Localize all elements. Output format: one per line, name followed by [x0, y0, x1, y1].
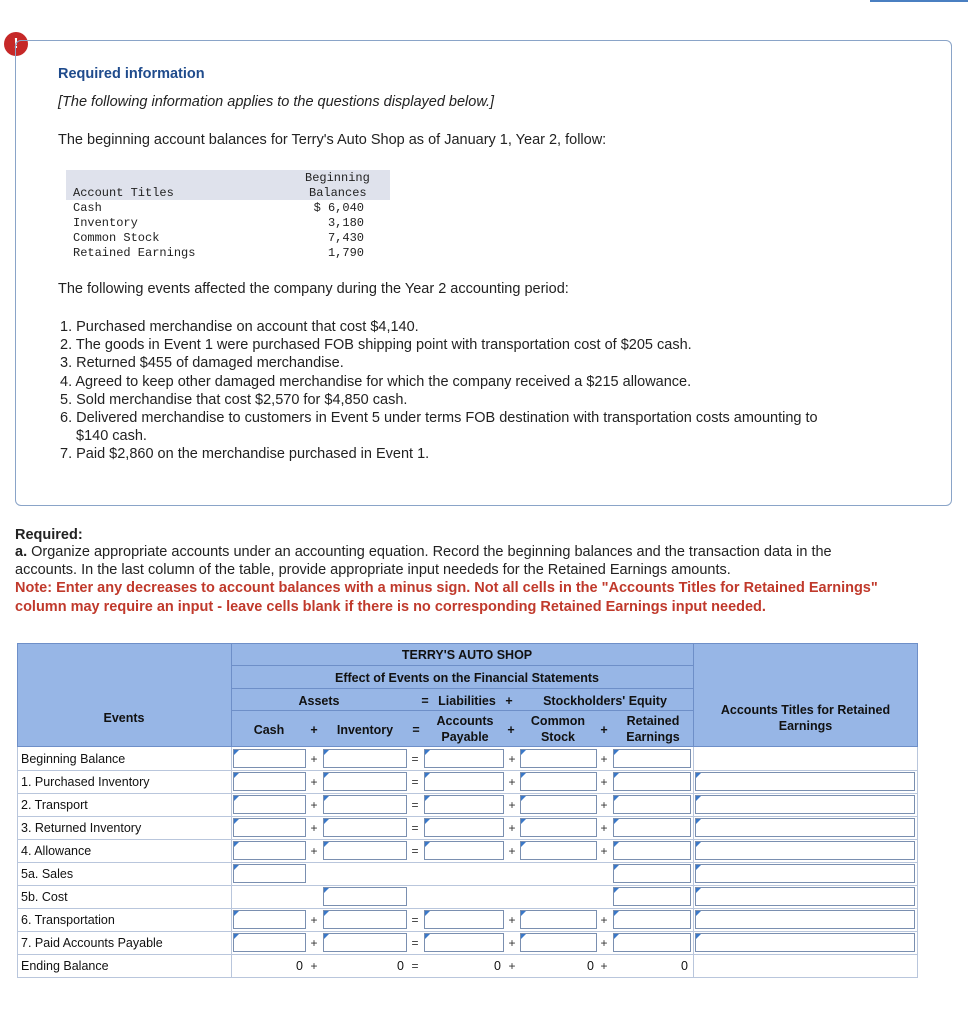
cash-input[interactable]: [233, 933, 306, 952]
note-line1: Note: Enter any decreases to account balances with a minus sign. Not all cells in the "Accounts Titles for Retained Earnings": [15, 580, 878, 596]
retained-earnings-title-input[interactable]: [695, 910, 915, 929]
ending-common-stock-total: 0: [587, 959, 594, 973]
plus-sign: +: [600, 752, 608, 766]
equals-sign: =: [411, 752, 419, 766]
plus-sign: +: [600, 821, 608, 835]
events-header: Events: [103, 711, 145, 725]
cash-header: Cash: [253, 723, 285, 737]
inventory-input[interactable]: [323, 818, 407, 837]
row-label: 6. Transportation: [21, 913, 115, 927]
row-label: Ending Balance: [21, 959, 109, 973]
inventory-input[interactable]: [323, 910, 407, 929]
cash-input[interactable]: [233, 841, 306, 860]
event-item: 5. Sold merchandise that cost $2,570 for $4,850 cash.: [60, 391, 408, 408]
common-stock-input[interactable]: [520, 772, 597, 791]
row-label: 5a. Sales: [21, 867, 74, 881]
info-intro: The beginning account balances for Terry's Auto Shop as of January 1, Year 2, follow:: [58, 132, 607, 148]
balance-title: Inventory: [73, 216, 138, 230]
header-divider: [693, 643, 694, 747]
row-label: 5b. Cost: [21, 890, 68, 904]
balance-amount: 1,790: [327, 246, 364, 260]
accounts-payable-input[interactable]: [424, 910, 504, 929]
ending-retained-earnings-total: 0: [681, 959, 688, 973]
alert-icon: !: [4, 32, 28, 56]
account-titles-header: Account Titles: [73, 186, 174, 200]
plus-sign: +: [600, 913, 608, 927]
note-line2: column may require an input - leave cells blank if there is no corresponding Retained Earnings input needed.: [15, 599, 766, 615]
plus-sign: +: [310, 821, 318, 835]
row-label: 4. Allowance: [21, 844, 92, 858]
retained-earnings-title-input[interactable]: [695, 887, 915, 906]
event-item: 7. Paid $2,860 on the merchandise purchased in Event 1.: [60, 446, 430, 463]
inventory-input[interactable]: [323, 933, 407, 952]
cash-input[interactable]: [233, 818, 306, 837]
balance-row: [66, 231, 390, 246]
row-label: 3. Returned Inventory: [21, 821, 142, 835]
inventory-input[interactable]: [323, 795, 407, 814]
events-list: [60, 318, 818, 464]
ending-cash-total: 0: [296, 959, 303, 973]
balance-amount: 3,180: [327, 216, 364, 230]
grid-line: [17, 977, 918, 978]
plus-sign: +: [310, 936, 318, 950]
required-label: Required:: [15, 527, 83, 543]
retained-earnings-input[interactable]: [613, 818, 691, 837]
accounts-payable-header-2: Payable: [441, 730, 489, 744]
cash-input[interactable]: [233, 795, 306, 814]
equals-sign: =: [421, 694, 429, 708]
retained-earnings-input[interactable]: [613, 772, 691, 791]
accounts-payable-input[interactable]: [424, 795, 504, 814]
retained-earnings-input[interactable]: [613, 749, 691, 768]
plus-sign: +: [508, 936, 516, 950]
info-heading: Required information: [58, 66, 205, 82]
inventory-input[interactable]: [323, 749, 407, 768]
common-stock-header-2: Stock: [540, 730, 576, 744]
accounts-payable-input[interactable]: [424, 749, 504, 768]
accounts-payable-input[interactable]: [424, 841, 504, 860]
plus-sign: +: [508, 752, 516, 766]
event-item: 1. Purchased merchandise on account that cost $4,140.: [60, 319, 419, 335]
liabilities-header: Liabilities: [438, 694, 496, 708]
header-divider: [231, 710, 693, 711]
equals-sign: =: [411, 798, 419, 812]
balance-row: [66, 246, 390, 261]
row-label: 1. Purchased Inventory: [21, 775, 150, 789]
plus-sign: +: [508, 844, 516, 858]
retained-earnings-input[interactable]: [613, 795, 691, 814]
retained-earnings-header-2: Earnings: [626, 730, 680, 744]
retained-earnings-input[interactable]: [613, 887, 691, 906]
equals-sign: =: [411, 821, 419, 835]
retained-earnings-input[interactable]: [613, 841, 691, 860]
plus-sign: +: [508, 775, 516, 789]
plus-sign: +: [310, 775, 318, 789]
inventory-input[interactable]: [323, 887, 407, 906]
grid-line: [17, 793, 918, 794]
part-a-line2: accounts. In the last column of the table, provide appropriate input neededs for the Retained Earnings amounts.: [15, 562, 731, 578]
grid-line: [17, 885, 918, 886]
plus-sign: +: [310, 752, 318, 766]
part-a-text: Organize appropriate accounts under an accounting equation. Record the beginning balances and the transaction data in the: [31, 544, 832, 560]
accounts-payable-input[interactable]: [424, 818, 504, 837]
balance-amount: 7,430: [327, 231, 364, 245]
assets-header: Assets: [298, 694, 340, 708]
info-note: [The following information applies to the questions displayed below.]: [58, 94, 495, 110]
equals-sign: =: [411, 775, 419, 789]
row-label: 7. Paid Accounts Payable: [21, 936, 163, 950]
common-stock-input[interactable]: [520, 749, 597, 768]
balance-title: Common Stock: [73, 231, 160, 245]
grid-line: [17, 770, 918, 771]
retained-earnings-input[interactable]: [613, 933, 691, 952]
retained-earnings-title-input[interactable]: [695, 772, 915, 791]
accounts-payable-input[interactable]: [424, 933, 504, 952]
grid-line: [17, 908, 918, 909]
plus-sign: +: [600, 723, 608, 737]
cash-input[interactable]: [233, 749, 306, 768]
plus-sign: +: [600, 959, 608, 973]
retained-earnings-title-input[interactable]: [695, 795, 915, 814]
plus-sign: +: [508, 959, 516, 973]
inventory-input[interactable]: [323, 772, 407, 791]
retained-earnings-header-1: Retained: [626, 714, 680, 728]
plus-sign: +: [508, 821, 516, 835]
part-a-line1: [15, 544, 832, 560]
plus-sign: +: [310, 913, 318, 927]
event-item: 2. The goods in Event 1 were purchased FOB shipping point with transportation cost of $205 cash.: [60, 337, 692, 354]
equals-sign: =: [412, 723, 420, 737]
plus-sign: +: [600, 775, 608, 789]
plus-sign: +: [600, 798, 608, 812]
ending-inventory-total: 0: [397, 959, 404, 973]
row-label: Beginning Balance: [21, 752, 126, 766]
equals-sign: =: [411, 959, 419, 973]
plus-sign: +: [508, 798, 516, 812]
retained-earnings-title-input[interactable]: [695, 841, 915, 860]
events-intro: The following events affected the company during the Year 2 accounting period:: [58, 281, 569, 297]
plus-sign: +: [600, 936, 608, 950]
row-label: 2. Transport: [21, 798, 88, 812]
cash-input[interactable]: [233, 910, 306, 929]
inventory-input[interactable]: [323, 841, 407, 860]
balances-header-line2: Balances: [309, 186, 367, 200]
balance-row: [66, 216, 390, 231]
grid-line: [17, 931, 918, 932]
retained-earnings-input[interactable]: [613, 910, 691, 929]
plus-sign: +: [310, 723, 318, 737]
grid-line: [17, 862, 918, 863]
titles-header-1: Accounts Titles for Retained: [720, 703, 891, 717]
plus-sign: +: [505, 694, 513, 708]
top-accent-bar: [870, 0, 968, 2]
equals-sign: =: [411, 936, 419, 950]
equity-header: Stockholders' Equity: [543, 694, 667, 708]
retained-earnings-title-input[interactable]: [695, 818, 915, 837]
cash-input[interactable]: [233, 772, 306, 791]
header-divider: [231, 643, 232, 747]
inventory-header: Inventory: [336, 723, 394, 737]
retained-earnings-input[interactable]: [613, 864, 691, 883]
event-item: 3. Returned $455 of damaged merchandise.: [60, 355, 344, 372]
retained-earnings-title-input[interactable]: [695, 864, 915, 883]
ending-accounts-payable-total: 0: [494, 959, 501, 973]
plus-sign: +: [600, 844, 608, 858]
grid-line: [17, 816, 918, 817]
part-a-label: a.: [15, 544, 28, 560]
common-stock-input[interactable]: [520, 841, 597, 860]
retained-earnings-title-input[interactable]: [695, 933, 915, 952]
common-stock-input[interactable]: [520, 795, 597, 814]
cash-input[interactable]: [233, 864, 306, 883]
grid-line: [17, 839, 918, 840]
common-stock-input[interactable]: [520, 910, 597, 929]
financial-statements-table: [17, 643, 918, 978]
plus-sign: +: [310, 798, 318, 812]
table-subtitle: Effect of Events on the Financial Statements: [335, 671, 599, 685]
plus-sign: +: [508, 913, 516, 927]
balance-row: [66, 201, 390, 216]
header-divider: [231, 688, 693, 689]
balances-header-line1: Beginning: [305, 171, 370, 185]
balance-title: Cash: [73, 201, 102, 215]
equals-sign: =: [411, 844, 419, 858]
accounts-payable-input[interactable]: [424, 772, 504, 791]
plus-sign: +: [310, 844, 318, 858]
grid-line: [17, 954, 918, 955]
header-divider: [231, 665, 693, 666]
event-item: 6. Delivered merchandise to customers in Event 5 under terms FOB destination with transportation costs amounting to: [60, 410, 818, 427]
plus-sign: +: [507, 723, 515, 737]
balance-title: Retained Earnings: [73, 246, 196, 260]
event-item: 4. Agreed to keep other damaged merchandise for which the company received a $215 allowance.: [60, 373, 692, 390]
plus-sign: +: [310, 959, 318, 973]
balance-amount: $ 6,040: [313, 201, 364, 215]
common-stock-input[interactable]: [520, 818, 597, 837]
common-stock-input[interactable]: [520, 933, 597, 952]
table-title: TERRY'S AUTO SHOP: [401, 648, 533, 662]
common-stock-header-1: Common: [530, 714, 586, 728]
titles-header-2: Earnings: [778, 719, 833, 733]
equals-sign: =: [411, 913, 419, 927]
event-item: $140 cash.: [76, 428, 147, 445]
accounts-payable-header-1: Accounts: [436, 714, 494, 728]
